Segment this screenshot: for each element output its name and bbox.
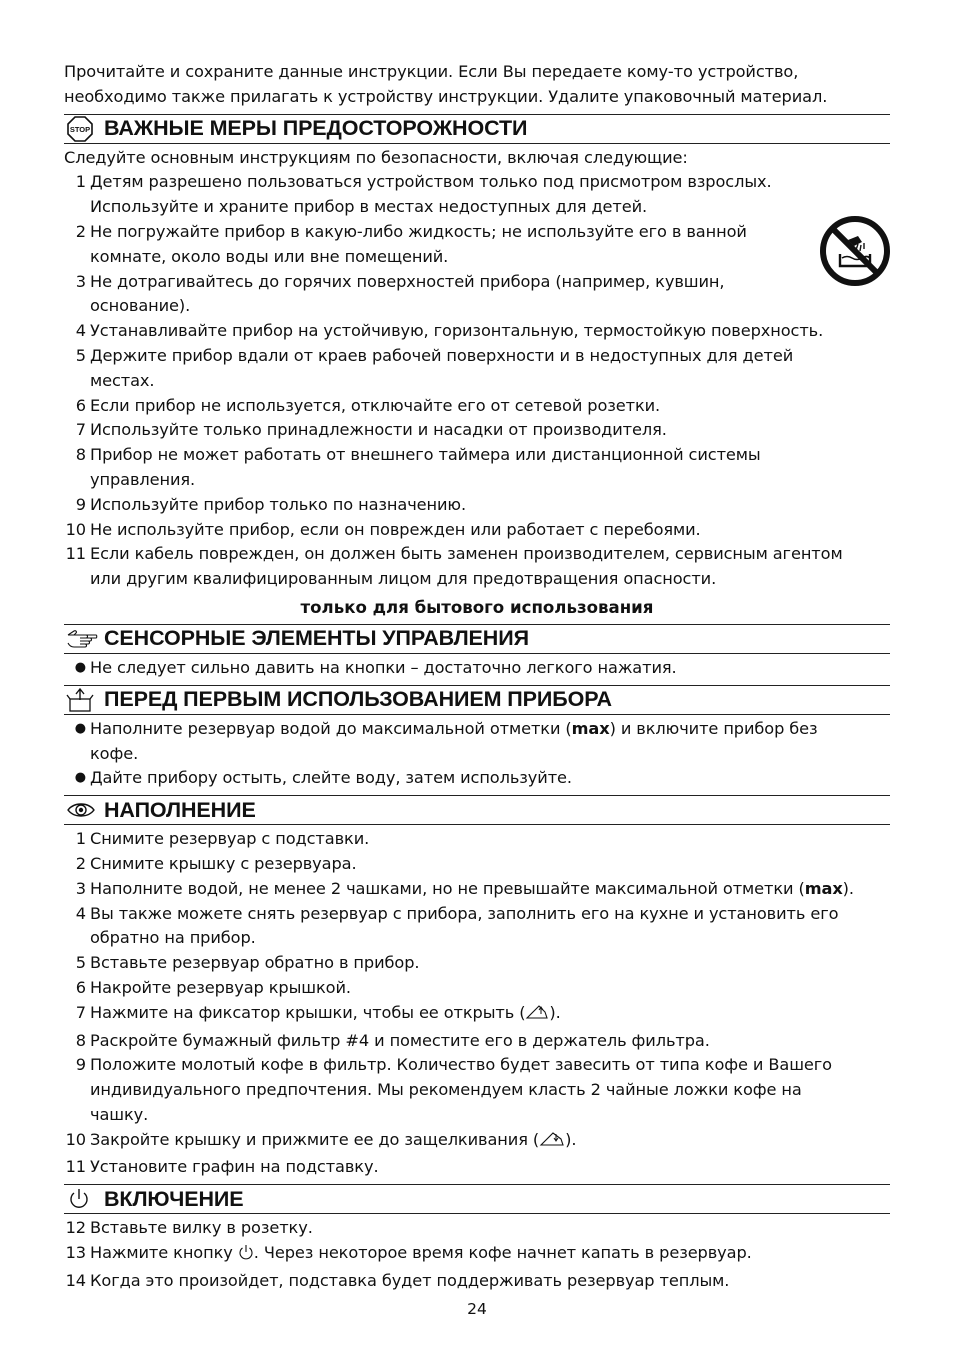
lid-open-icon	[525, 1003, 549, 1029]
section-header-filling	[64, 795, 890, 825]
eye-icon	[64, 796, 100, 824]
first-use-bullet-2: Дайте прибору остыть, слейте воду, затем используйте.	[90, 768, 572, 788]
item-text: Используйте прибор только по назначению.	[90, 494, 467, 514]
list-item	[64, 344, 890, 394]
list-item	[64, 656, 890, 681]
list-item: 1 Снимите резервуар с подставки.	[75, 829, 370, 849]
stop-icon	[64, 115, 100, 143]
list-item	[64, 493, 890, 518]
item-number: 1	[75, 172, 86, 192]
unpack-box-icon	[64, 686, 100, 714]
bullet-icon: ●	[74, 720, 86, 736]
bullet-icon: ●	[74, 770, 86, 786]
item-number: 2	[75, 221, 86, 241]
list-item	[64, 766, 890, 791]
item-text: Если прибор не используется, отключайте его от сетевой розетки.	[90, 395, 661, 415]
item-number: 4	[75, 321, 86, 341]
list-item	[64, 220, 890, 270]
section-title-safety: ВАЖНЫЕ МЕРЫ ПРЕДОСТОРОЖНОСТИ	[104, 116, 528, 141]
section-title-filling: НАПОЛНЕНИЕ	[104, 797, 256, 822]
list-item: 14 Когда это произойдет, подставка будет поддерживать резервуар теплым.	[65, 1270, 730, 1290]
safety-list	[64, 170, 890, 592]
item-text: Держите прибор вдали от краев рабочей поверхности и в недоступных для детей местах.	[90, 345, 794, 390]
power-button-icon	[238, 1243, 254, 1269]
safety-lead: Следуйте основным инструкциям по безопасности, включая следующие:	[64, 147, 688, 167]
lid-close-icon	[539, 1130, 565, 1156]
list-item	[64, 542, 890, 592]
list-item: 7 Нажмите на фиксатор крышки, чтобы ее открыть ( ).	[64, 1001, 890, 1029]
list-item: 5 Вставьте резервуар обратно в прибор.	[75, 953, 420, 973]
list-item: 8 Раскройте бумажный фильтр #4 и поместите его в держатель фильтра.	[75, 1030, 710, 1050]
section-title-power: ВКЛЮЧЕНИЕ	[104, 1186, 244, 1211]
list-item	[64, 418, 890, 443]
list-item	[64, 170, 890, 220]
item-text: Используйте только принадлежности и насадки от производителя.	[90, 420, 667, 440]
list-item	[64, 518, 890, 543]
item-number: 3	[75, 271, 86, 291]
item-number: 9	[75, 494, 86, 514]
item-text: Не погружайте прибор в какую-либо жидкость; не используйте его в ванной комнате, около воды или вне помещений.	[90, 221, 747, 266]
list-item: 2 Снимите крышку с резервуара.	[75, 853, 357, 873]
item-text: Прибор не может работать от внешнего таймера или дистанционной системы управления.	[90, 445, 761, 489]
item-number: 6	[75, 395, 86, 415]
list-item	[64, 717, 890, 767]
list-item	[64, 394, 890, 419]
section-header-power	[64, 1184, 890, 1214]
item-text: Не используйте прибор, если он поврежден или работает с перебоями.	[90, 519, 701, 539]
list-item: 6 Накройте резервуар крышкой.	[75, 977, 351, 997]
list-item: 4 Вы также можете снять резервуар с прибора, заполнить его на кухне и установить его обратно на прибор.	[75, 903, 839, 948]
first-use-bullet-1: Наполните резервуар водой до максимальной отметки (max) и включите прибор без кофе.	[90, 718, 818, 763]
section-title-touch: СЕНСОРНЫЕ ЭЛЕМЕНТЫ УПРАВЛЕНИЯ	[104, 626, 529, 651]
item-text: Детям разрешено пользоваться устройством только под присмотром взрослых. Используйте и храните прибор в местах недоступных для детей.	[90, 172, 772, 217]
touch-bullet-text: Не следует сильно давить на кнопки – достаточно легкого нажатия.	[90, 657, 677, 677]
section-header-touch	[64, 624, 890, 654]
svg-text:STOP: STOP	[69, 124, 91, 134]
item-text: Устанавливайте прибор на устойчивую, горизонтальную, термостойкую поверхность.	[90, 321, 824, 341]
pointing-hand-icon	[64, 625, 100, 653]
list-item	[64, 443, 890, 493]
page-number: 24	[467, 1300, 487, 1318]
item-number: 10	[65, 519, 86, 539]
list-item: 11 Установите графин на подставку.	[65, 1157, 379, 1177]
no-water-immersion-icon	[818, 214, 892, 292]
item-number: 7	[75, 420, 86, 440]
manual-page	[64, 60, 890, 1294]
item-text: Не дотрагивайтесь до горячих поверхностей прибора (например, кувшин, основание).	[90, 271, 725, 316]
bullet-icon: ●	[74, 659, 86, 675]
intro-line-2: необходимо также прилагать к устройству инструкции. Удалите упаковочный материал.	[64, 86, 828, 106]
item-text: Если кабель поврежден, он должен быть заменен производителем, сервисным агентом или другим квалифицированным лицом для предотвращения опасности.	[90, 544, 843, 589]
list-item: 13 Нажмите кнопку . Через некоторое время кофе начнет капать в резервуар.	[64, 1241, 890, 1269]
list-item	[64, 319, 890, 344]
item-number: 5	[75, 345, 86, 365]
power-icon	[64, 1185, 100, 1213]
list-item: 3 Наполните водой, не менее 2 чашками, но не превышайте максимальной отметки (max).	[75, 878, 854, 898]
household-note: только для бытового использования	[300, 597, 654, 617]
section-header-safety	[64, 114, 890, 144]
list-item	[64, 270, 890, 320]
section-header-first-use	[64, 685, 890, 715]
list-item: 10 Закройте крышку и прижмите ее до защелкивания ( ).	[64, 1128, 890, 1156]
section-title-first-use: ПЕРЕД ПЕРВЫМ ИСПОЛЬЗОВАНИЕМ ПРИБОРА	[104, 687, 612, 712]
intro-line-1: Прочитайте и сохраните данные инструкции. Если Вы передаете кому-то устройство,	[64, 62, 799, 81]
item-number: 8	[75, 445, 86, 465]
item-number: 11	[65, 544, 86, 564]
list-item: 9 Положите молотый кофе в фильтр. Количество будет завесить от типа кофе и Вашего индивидуального предпочтения. Мы рекомендуем класть 2 чайные ложки кофе на чашку.	[75, 1055, 832, 1124]
list-item: 12 Вставьте вилку в розетку.	[65, 1218, 313, 1238]
